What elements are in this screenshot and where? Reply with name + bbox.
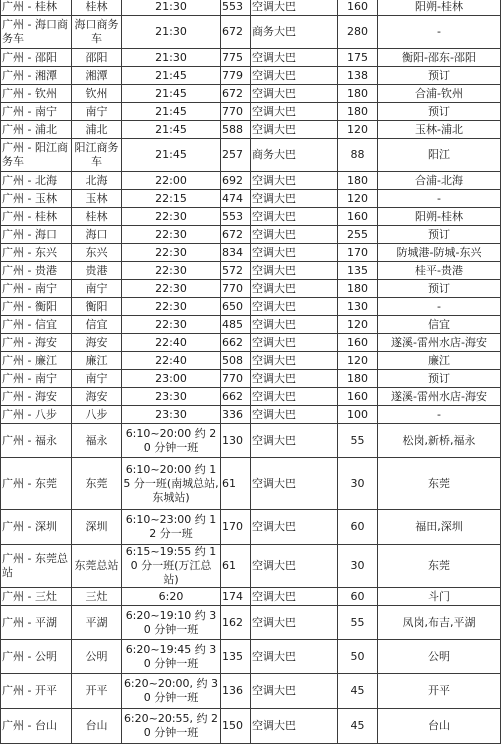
destination-cell: 邵阳 (72, 49, 122, 67)
distance-cell: 553 (221, 208, 251, 226)
departure-time-cell: 6:20~19:10 约 30 分钟一班 (122, 606, 221, 640)
route-cell: 广州 - 玉林 (1, 190, 72, 208)
table-row (1, 139, 501, 172)
table-row (1, 674, 501, 709)
departure-time-cell: 22:40 (122, 334, 221, 352)
departure-time-cell: 21:30 (122, 16, 221, 49)
distance-cell: 770 (221, 280, 251, 298)
table-row (1, 406, 501, 424)
via-cell: 玉林-浦北 (378, 121, 501, 139)
table-row (1, 334, 501, 352)
departure-time-cell: 6:20~20:00, 约 30 分钟一班 (122, 674, 221, 709)
route-cell: 广州 - 东莞 (1, 458, 72, 510)
fare-cell: 45 (338, 709, 378, 744)
route-cell: 广州 - 湘潭 (1, 67, 72, 85)
fare-cell: 280 (338, 16, 378, 49)
route-cell: 广州 - 衡阳 (1, 298, 72, 316)
departure-time-cell: 21:45 (122, 121, 221, 139)
fare-cell: 120 (338, 121, 378, 139)
fare-cell: 30 (338, 545, 378, 588)
bus-type-cell: 商务大巴 (251, 16, 338, 49)
departure-time-cell: 21:45 (122, 103, 221, 121)
bus-type-cell: 空调大巴 (251, 640, 338, 674)
table-row (1, 640, 501, 674)
route-cell: 广州 - 海安 (1, 388, 72, 406)
destination-cell: 海口商务车 (72, 16, 122, 49)
fare-cell: 160 (338, 208, 378, 226)
table-row (1, 545, 501, 588)
table-row (1, 370, 501, 388)
fare-cell: 55 (338, 424, 378, 458)
schedule-table-body (1, 0, 501, 744)
table-row (1, 280, 501, 298)
distance-cell: 61 (221, 458, 251, 510)
bus-type-cell: 空调大巴 (251, 674, 338, 709)
bus-type-cell: 空调大巴 (251, 709, 338, 744)
route-cell: 广州 - 南宁 (1, 370, 72, 388)
via-cell: 松岗,新桥,福永 (378, 424, 501, 458)
distance-cell: 779 (221, 67, 251, 85)
destination-cell: 八步 (72, 406, 122, 424)
bus-type-cell: 空调大巴 (251, 588, 338, 606)
fare-cell: 135 (338, 262, 378, 280)
distance-cell: 136 (221, 674, 251, 709)
destination-cell: 贵港 (72, 262, 122, 280)
via-cell: 开平 (378, 674, 501, 709)
table-row (1, 85, 501, 103)
route-cell: 广州 - 公明 (1, 640, 72, 674)
destination-cell: 东莞总站 (72, 545, 122, 588)
bus-type-cell: 空调大巴 (251, 298, 338, 316)
route-cell: 广州 - 深圳 (1, 510, 72, 545)
via-cell: 预订 (378, 280, 501, 298)
route-cell: 广州 - 邵阳 (1, 49, 72, 67)
fare-cell: 160 (338, 388, 378, 406)
departure-time-cell: 22:40 (122, 352, 221, 370)
bus-type-cell: 空调大巴 (251, 190, 338, 208)
distance-cell: 662 (221, 334, 251, 352)
via-cell: 阳朔-桂林 (378, 0, 501, 16)
route-cell: 广州 - 桂林 (1, 0, 72, 16)
departure-time-cell: 21:30 (122, 49, 221, 67)
via-cell: 防城港-防城-东兴 (378, 244, 501, 262)
fare-cell: 180 (338, 280, 378, 298)
bus-type-cell: 空调大巴 (251, 49, 338, 67)
distance-cell: 336 (221, 406, 251, 424)
destination-cell: 海安 (72, 388, 122, 406)
destination-cell: 南宁 (72, 370, 122, 388)
route-cell: 广州 - 台山 (1, 709, 72, 744)
departure-time-cell: 6:15~19:55 约 10 分一班(万江总站) (122, 545, 221, 588)
fare-cell: 160 (338, 334, 378, 352)
route-cell: 广州 - 海口商务车 (1, 16, 72, 49)
route-cell: 广州 - 廉江 (1, 352, 72, 370)
destination-cell: 东兴 (72, 244, 122, 262)
table-row (1, 262, 501, 280)
bus-type-cell: 空调大巴 (251, 103, 338, 121)
departure-time-cell: 6:10~23:00 约 12 分一班 (122, 510, 221, 545)
distance-cell: 775 (221, 49, 251, 67)
fare-cell: 100 (338, 406, 378, 424)
table-row (1, 424, 501, 458)
distance-cell: 135 (221, 640, 251, 674)
distance-cell: 174 (221, 588, 251, 606)
via-cell: 衡阳-邵东-邵阳 (378, 49, 501, 67)
table-row (1, 388, 501, 406)
bus-type-cell: 空调大巴 (251, 606, 338, 640)
fare-cell: 130 (338, 298, 378, 316)
via-cell: - (378, 406, 501, 424)
route-cell: 广州 - 海安 (1, 334, 72, 352)
route-cell: 广州 - 南宁 (1, 280, 72, 298)
table-row (1, 190, 501, 208)
fare-cell: 120 (338, 316, 378, 334)
departure-time-cell: 22:30 (122, 316, 221, 334)
distance-cell: 485 (221, 316, 251, 334)
destination-cell: 桂林 (72, 0, 122, 16)
destination-cell: 衡阳 (72, 298, 122, 316)
route-cell: 广州 - 北海 (1, 172, 72, 190)
fare-cell: 180 (338, 172, 378, 190)
fare-cell: 50 (338, 640, 378, 674)
fare-cell: 120 (338, 190, 378, 208)
destination-cell: 阳江商务车 (72, 139, 122, 172)
departure-time-cell: 22:30 (122, 208, 221, 226)
table-row (1, 67, 501, 85)
bus-type-cell: 空调大巴 (251, 510, 338, 545)
route-cell: 广州 - 阳江商务车 (1, 139, 72, 172)
bus-type-cell: 空调大巴 (251, 458, 338, 510)
fare-cell: 30 (338, 458, 378, 510)
route-cell: 广州 - 八步 (1, 406, 72, 424)
table-row (1, 606, 501, 640)
fare-cell: 170 (338, 244, 378, 262)
via-cell: 信宜 (378, 316, 501, 334)
distance-cell: 130 (221, 424, 251, 458)
destination-cell: 信宜 (72, 316, 122, 334)
bus-type-cell: 空调大巴 (251, 388, 338, 406)
bus-type-cell: 空调大巴 (251, 545, 338, 588)
fare-cell: 120 (338, 352, 378, 370)
distance-cell: 170 (221, 510, 251, 545)
departure-time-cell: 21:45 (122, 85, 221, 103)
distance-cell: 770 (221, 370, 251, 388)
departure-time-cell: 21:45 (122, 139, 221, 172)
distance-cell: 650 (221, 298, 251, 316)
departure-time-cell: 21:30 (122, 0, 221, 16)
table-row (1, 172, 501, 190)
destination-cell: 海口 (72, 226, 122, 244)
departure-time-cell: 22:30 (122, 244, 221, 262)
bus-type-cell: 商务大巴 (251, 139, 338, 172)
bus-type-cell: 空调大巴 (251, 208, 338, 226)
distance-cell: 257 (221, 139, 251, 172)
via-cell: 阳江 (378, 139, 501, 172)
destination-cell: 公明 (72, 640, 122, 674)
route-cell: 广州 - 浦北 (1, 121, 72, 139)
route-cell: 广州 - 钦州 (1, 85, 72, 103)
fare-cell: 255 (338, 226, 378, 244)
route-cell: 广州 - 福永 (1, 424, 72, 458)
table-row (1, 709, 501, 744)
via-cell: 东莞 (378, 545, 501, 588)
departure-time-cell: 22:30 (122, 226, 221, 244)
bus-type-cell: 空调大巴 (251, 172, 338, 190)
via-cell: 预订 (378, 370, 501, 388)
fare-cell: 180 (338, 103, 378, 121)
bus-type-cell: 空调大巴 (251, 406, 338, 424)
departure-time-cell: 23:30 (122, 388, 221, 406)
distance-cell: 770 (221, 103, 251, 121)
via-cell: 公明 (378, 640, 501, 674)
via-cell: 遂溪-雷州水店-海安 (378, 334, 501, 352)
route-cell: 广州 - 信宜 (1, 316, 72, 334)
table-row (1, 208, 501, 226)
departure-time-cell: 23:30 (122, 406, 221, 424)
via-cell: 遂溪-雷州水店-海安 (378, 388, 501, 406)
table-row (1, 458, 501, 510)
destination-cell: 浦北 (72, 121, 122, 139)
bus-type-cell: 空调大巴 (251, 121, 338, 139)
destination-cell: 桂林 (72, 208, 122, 226)
route-cell: 广州 - 三灶 (1, 588, 72, 606)
distance-cell: 474 (221, 190, 251, 208)
destination-cell: 廉江 (72, 352, 122, 370)
distance-cell: 672 (221, 16, 251, 49)
destination-cell: 南宁 (72, 103, 122, 121)
departure-time-cell: 22:30 (122, 280, 221, 298)
departure-time-cell: 22:30 (122, 298, 221, 316)
destination-cell: 北海 (72, 172, 122, 190)
bus-type-cell: 空调大巴 (251, 280, 338, 298)
via-cell: 阳朔-桂林 (378, 208, 501, 226)
distance-cell: 834 (221, 244, 251, 262)
route-cell: 广州 - 贵港 (1, 262, 72, 280)
table-row (1, 49, 501, 67)
via-cell: 斗门 (378, 588, 501, 606)
via-cell: 凤岗,布吉,平湖 (378, 606, 501, 640)
bus-type-cell: 空调大巴 (251, 67, 338, 85)
fare-cell: 60 (338, 510, 378, 545)
route-cell: 广州 - 东兴 (1, 244, 72, 262)
destination-cell: 东莞 (72, 458, 122, 510)
via-cell: 合浦-北海 (378, 172, 501, 190)
bus-type-cell: 空调大巴 (251, 244, 338, 262)
distance-cell: 672 (221, 226, 251, 244)
fare-cell: 45 (338, 674, 378, 709)
departure-time-cell: 21:45 (122, 67, 221, 85)
destination-cell: 三灶 (72, 588, 122, 606)
via-cell: 合浦-钦州 (378, 85, 501, 103)
bus-type-cell: 空调大巴 (251, 424, 338, 458)
table-row (1, 588, 501, 606)
distance-cell: 672 (221, 85, 251, 103)
route-cell: 广州 - 平湖 (1, 606, 72, 640)
departure-time-cell: 22:15 (122, 190, 221, 208)
via-cell: 预订 (378, 67, 501, 85)
distance-cell: 61 (221, 545, 251, 588)
distance-cell: 553 (221, 0, 251, 16)
via-cell: 福田,深圳 (378, 510, 501, 545)
table-row (1, 316, 501, 334)
distance-cell: 162 (221, 606, 251, 640)
fare-cell: 180 (338, 370, 378, 388)
destination-cell: 台山 (72, 709, 122, 744)
distance-cell: 508 (221, 352, 251, 370)
via-cell: - (378, 298, 501, 316)
departure-time-cell: 6:20~20:55, 约 20 分钟一班 (122, 709, 221, 744)
route-cell: 广州 - 开平 (1, 674, 72, 709)
bus-type-cell: 空调大巴 (251, 334, 338, 352)
departure-time-cell: 22:00 (122, 172, 221, 190)
distance-cell: 588 (221, 121, 251, 139)
departure-time-cell: 6:20~19:45 约 30 分钟一班 (122, 640, 221, 674)
destination-cell: 南宁 (72, 280, 122, 298)
via-cell: 预订 (378, 103, 501, 121)
destination-cell: 平湖 (72, 606, 122, 640)
via-cell: 台山 (378, 709, 501, 744)
table-row (1, 244, 501, 262)
departure-time-cell: 6:10~20:00 约 15 分一班(南城总站,东城站) (122, 458, 221, 510)
departure-time-cell: 22:30 (122, 262, 221, 280)
via-cell: 预订 (378, 226, 501, 244)
bus-type-cell: 空调大巴 (251, 226, 338, 244)
route-cell: 广州 - 桂林 (1, 208, 72, 226)
via-cell: 东莞 (378, 458, 501, 510)
destination-cell: 湘潭 (72, 67, 122, 85)
destination-cell: 玉林 (72, 190, 122, 208)
destination-cell: 海安 (72, 334, 122, 352)
via-cell: 廉江 (378, 352, 501, 370)
via-cell: - (378, 16, 501, 49)
destination-cell: 钦州 (72, 85, 122, 103)
distance-cell: 662 (221, 388, 251, 406)
table-row (1, 352, 501, 370)
departure-time-cell: 6:20 (122, 588, 221, 606)
bus-type-cell: 空调大巴 (251, 0, 338, 16)
route-cell: 广州 - 海口 (1, 226, 72, 244)
distance-cell: 150 (221, 709, 251, 744)
distance-cell: 692 (221, 172, 251, 190)
fare-cell: 160 (338, 0, 378, 16)
table-row (1, 510, 501, 545)
fare-cell: 180 (338, 85, 378, 103)
bus-type-cell: 空调大巴 (251, 370, 338, 388)
bus-type-cell: 空调大巴 (251, 352, 338, 370)
bus-type-cell: 空调大巴 (251, 316, 338, 334)
table-row (1, 298, 501, 316)
route-cell: 广州 - 东莞总站 (1, 545, 72, 588)
table-row (1, 226, 501, 244)
departure-time-cell: 23:00 (122, 370, 221, 388)
fare-cell: 55 (338, 606, 378, 640)
table-row (1, 16, 501, 49)
destination-cell: 福永 (72, 424, 122, 458)
destination-cell: 开平 (72, 674, 122, 709)
fare-cell: 138 (338, 67, 378, 85)
bus-type-cell: 空调大巴 (251, 262, 338, 280)
table-row (1, 103, 501, 121)
fare-cell: 60 (338, 588, 378, 606)
fare-cell: 175 (338, 49, 378, 67)
table-row (1, 0, 501, 16)
via-cell: 桂平-贵港 (378, 262, 501, 280)
destination-cell: 深圳 (72, 510, 122, 545)
table-row (1, 121, 501, 139)
via-cell: - (378, 190, 501, 208)
fare-cell: 88 (338, 139, 378, 172)
departure-time-cell: 6:10~20:00 约 20 分钟一班 (122, 424, 221, 458)
route-cell: 广州 - 南宁 (1, 103, 72, 121)
distance-cell: 572 (221, 262, 251, 280)
bus-type-cell: 空调大巴 (251, 85, 338, 103)
